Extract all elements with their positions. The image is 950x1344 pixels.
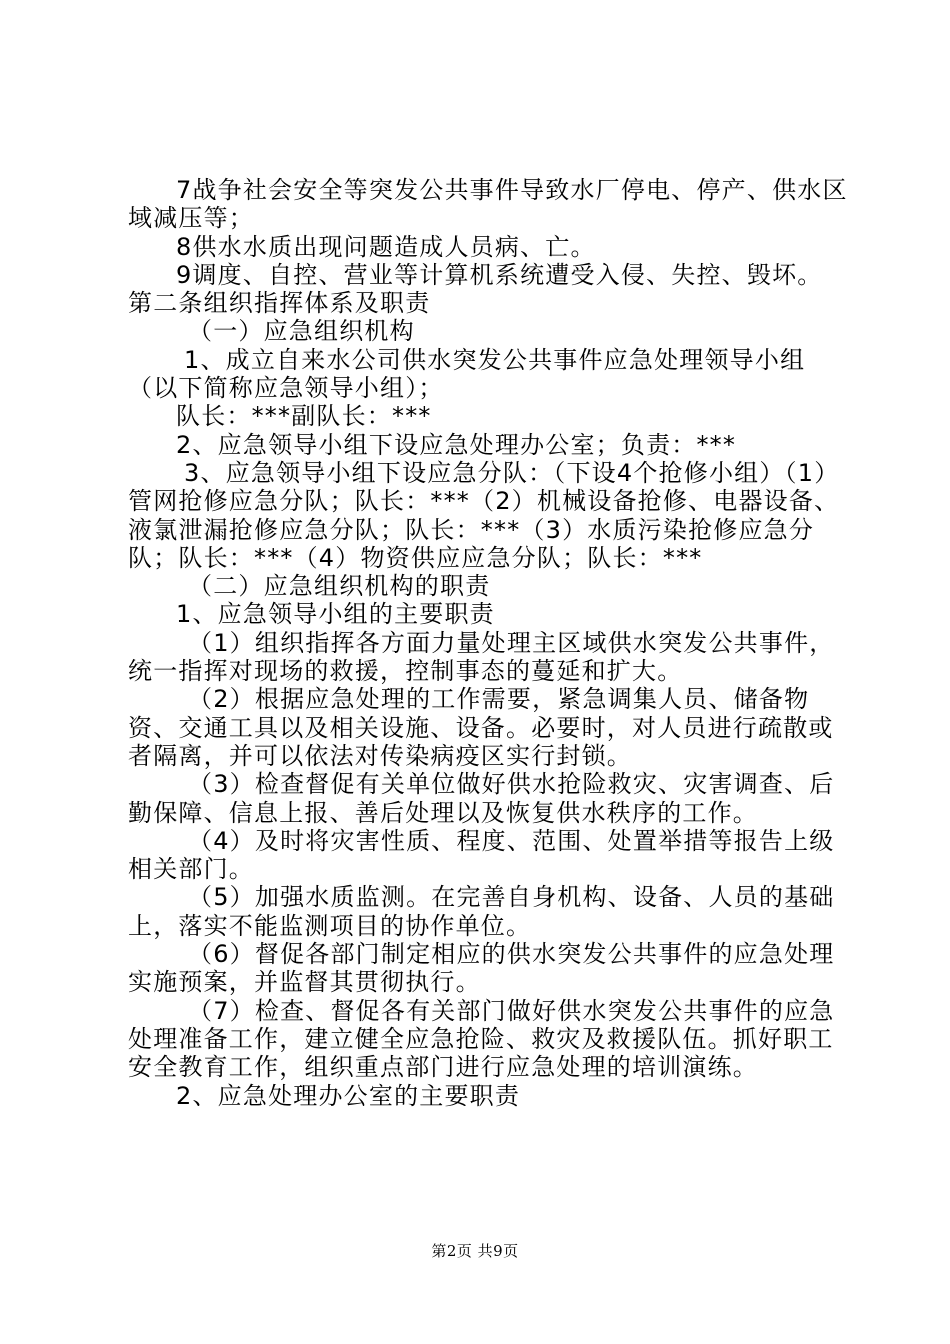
paragraph: 队长：***副队长：*** bbox=[176, 402, 432, 431]
list-item: （4）及时将灾害性质、程度、范围、处置举措等报告上级相关部门。 bbox=[128, 826, 835, 884]
list-item: （5）加强水质监测。在完善自身机构、设备、人员的基础上，落实不能监测项目的协作单位。 bbox=[128, 883, 835, 940]
paragraph: 3、应急领导小组下设应急分队：（下设4个抢修小组）（1）管网抢修应急分队；队长：***（2）机械设备抢修、电器设备、液氯泄漏抢修应急分队；队长：***（3）水质污染抢修应急分队；队长：***（4）物资供应应急分队；队长：*** bbox=[128, 458, 840, 572]
list-item: （1）组织指挥各方面力量处理主区域供水突发公共事件，统一指挥对现场的救援，控制事态的蔓延和扩大。 bbox=[128, 628, 835, 686]
paragraph: 8供水水质出现问题造成人员病、亡。 bbox=[176, 232, 596, 261]
paragraph: 7战争社会安全等突发公共事件导致水厂停电、停产、供水区域减压等； bbox=[128, 176, 848, 233]
subsection-heading: （一）应急组织机构 bbox=[188, 317, 415, 346]
paragraph: 1、成立自来水公司供水突发公共事件应急处理领导小组（以下简称应急领导小组）； bbox=[128, 345, 806, 403]
paragraph: 2、应急领导小组下设应急处理办公室；负责：*** bbox=[176, 430, 737, 459]
document-body bbox=[128, 176, 848, 1110]
list-item: （6）督促各部门制定相应的供水突发公共事件的应急处理实施预案，并监督其贯彻执行。 bbox=[128, 940, 835, 997]
section-heading: 第二条组织指挥体系及职责 bbox=[128, 289, 431, 318]
paragraph: 2、应急处理办公室的主要职责 bbox=[176, 1081, 521, 1110]
list-item: （7）检查、督促各有关部门做好供水突发公共事件的应急处理准备工作，建立健全应急抢险、救灾及救援队伍。抓好职工安全教育工作，组织重点部门进行应急处理的培训演练。 bbox=[128, 996, 835, 1082]
list-item: （2）根据应急处理的工作需要，紧急调集人员、储备物资、交通工具以及相关设施、设备。必要时，对人员进行疏散或者隔离，并可以依法对传染病疫区实行封锁。 bbox=[128, 685, 834, 770]
page-footer: 第2页 共9页 bbox=[431, 1242, 519, 1260]
paragraph: 9调度、自控、营业等计算机系统遭受入侵、失控、毁坏。 bbox=[176, 260, 823, 289]
list-item: （3）检查督促有关单位做好供水抢险救灾、灾害调查、后勤保障、信息上报、善后处理以及恢复供水秩序的工作。 bbox=[128, 770, 835, 827]
subsection-heading: （二）应急组织机构的职责 bbox=[188, 572, 491, 601]
paragraph: 1、应急领导小组的主要职责 bbox=[176, 600, 495, 629]
